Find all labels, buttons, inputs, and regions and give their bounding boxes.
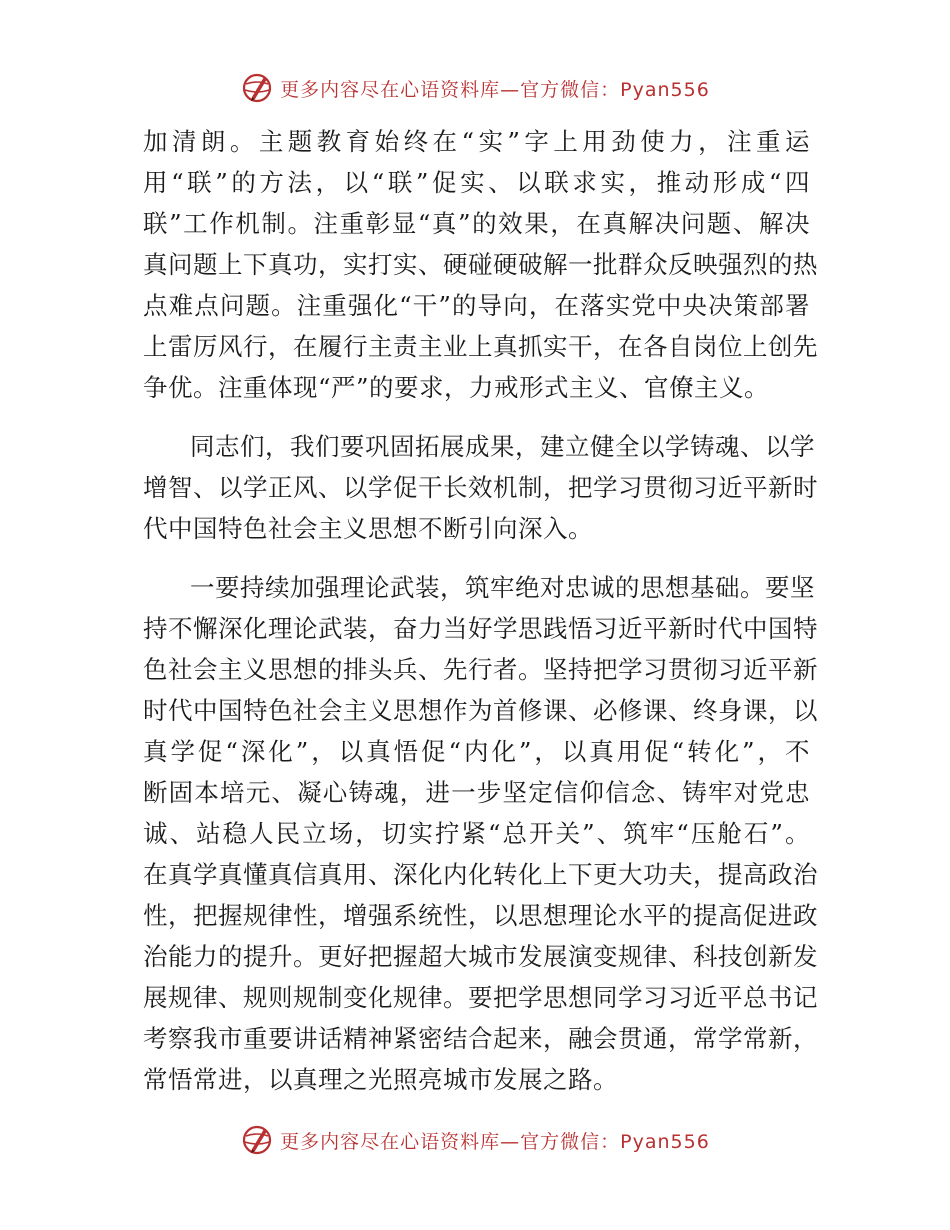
- text-line: 加清朗。主题教育始终在“实”字上用劲使力，注重运: [143, 127, 810, 156]
- text-line: 联”工作机制。注重彰显“真”的效果，在真解决问题、解决: [143, 209, 810, 238]
- text-line: 增智、以学正风、以学促干长效机制，把学习贯彻习近平新时: [143, 473, 818, 502]
- text-line: 真问题上下真功，实打实、硬碰硬破解一批群众反映强烈的热: [143, 250, 818, 279]
- text-line: 在真学真懂真信真用、深化内化转化上下更大功夫，提高政治: [143, 860, 818, 889]
- pen-globe-logo-icon: [240, 1123, 274, 1157]
- text-line: 用“联”的方法，以“联”促实、以联求实，推动形成“四: [143, 168, 810, 197]
- text-line: 代中国特色社会主义思想不断引向深入。: [143, 514, 593, 543]
- watermark-text: 更多内容尽在心语资料库—官方微信：Pyan556: [280, 1130, 710, 1153]
- text-line: 真学促“深化”，以真悟促“内化”，以真用促“转化”，不: [143, 737, 810, 766]
- text-line: 展规律、规则规制变化规律。要把学思想同学习习近平总书记: [143, 983, 818, 1012]
- watermark-text: 更多内容尽在心语资料库—官方微信：Pyan556: [280, 78, 710, 101]
- text-line: 治能力的提升。更好把握超大城市发展演变规律、科技创新发: [143, 942, 818, 971]
- text-line: 色社会主义思想的排头兵、先行者。坚持把学习贯彻习近平新: [143, 655, 818, 684]
- text-line: 时代中国特色社会主义思想作为首修课、必修课、终身课，以: [143, 696, 818, 725]
- text-line: 断固本培元、凝心铸魂，进一步坚定信仰信念、铸牢对党忠: [143, 778, 810, 807]
- text-line: 上雷厉风行，在履行主责主业上真抓实干，在各自岗位上创先: [143, 332, 818, 361]
- text-line: 持不懈深化理论武装，奋力当好学思践悟习近平新时代中国特: [143, 614, 818, 643]
- text-line: 争优。注重体现“严”的要求，力戒形式主义、官僚主义。: [143, 373, 770, 402]
- footer-watermark: [0, 1120, 950, 1160]
- text-line: 点难点问题。注重强化“干”的导向，在落实党中央决策部署: [143, 291, 810, 320]
- text-line: 诚、站稳人民立场，切实拧紧“总开关”、筑牢“压舱石”。: [143, 819, 810, 848]
- paragraph-first-line: 一要持续加强理论武装，筑牢绝对忠诚的思想基础。要坚: [190, 573, 815, 602]
- text-line: 性，把握规律性，增强系统性，以思想理论水平的提高促进政: [143, 901, 818, 930]
- text-line: 考察我市重要讲话精神紧密结合起来，融会贯通，常学常新，: [143, 1024, 818, 1053]
- paragraph-first-line: 同志们，我们要巩固拓展成果，建立健全以学铸魂、以学: [190, 432, 815, 461]
- text-line: 常悟常进，以真理之光照亮城市发展之路。: [143, 1065, 618, 1094]
